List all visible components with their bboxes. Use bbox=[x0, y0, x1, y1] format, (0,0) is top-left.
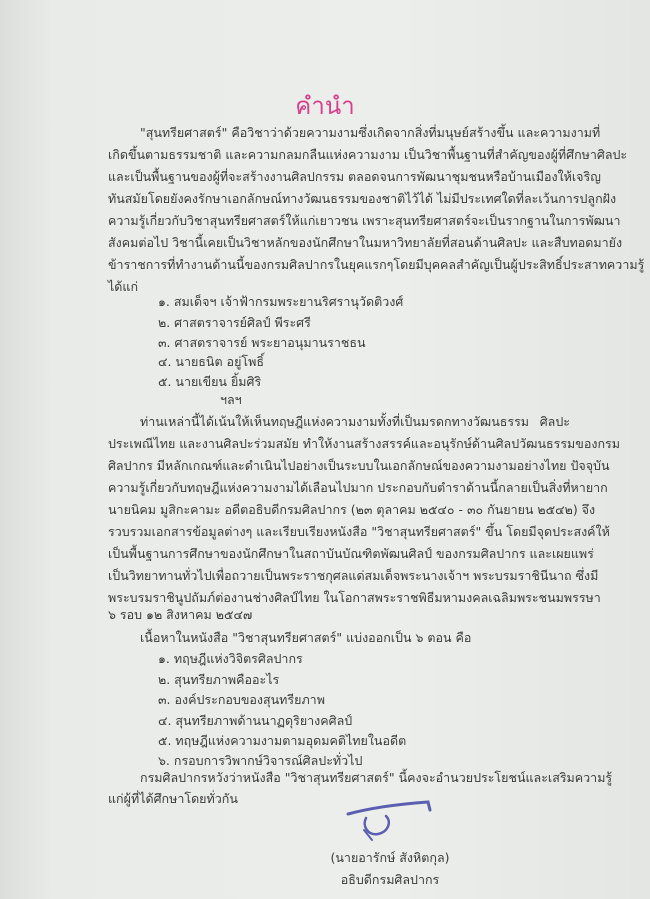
person-item: ๕. นายเขียน ยิ้มศิริ bbox=[158, 374, 262, 389]
chapter-item: ๒. สุนทรียภาพคืออะไร bbox=[158, 672, 280, 687]
paragraph1-line: ทันสมัยโดยยังคงรักษาเอกลักษณ์ทางวัฒนธรรมของชาติไว้ได้ ไม่มีประเทศใดที่ละเว้นการปลูกฝัง bbox=[108, 191, 617, 206]
paragraph2-line: ความรู้เกี่ยวกับทฤษฎีแห่งความงามได้เลือนไปมาก ประกอบกับตำราด้านนี้กลายเป็นสิ่งที่หายาก bbox=[108, 480, 608, 495]
paragraph1-line: ข้าราชการที่ทำงานด้านนี้ของกรมศิลปากรในยุคแรกๆโดยมีบุคคลสำคัญเป็นผู้ประสิทธิ์ประสาทความรู้ bbox=[108, 257, 645, 272]
chapter-item: ๕. ทฤษฎีแห่งความงามตามอุดมคติไทยในอดีต bbox=[158, 733, 407, 748]
closing-line: แก่ผู้ที่ได้ศึกษาโดยทั่วกัน bbox=[108, 791, 238, 806]
person-item: ๓. ศาสตราจารย์ พระยาอนุมานราชธน bbox=[158, 335, 366, 350]
paragraph2-line: ศิลปากร มีหลักเกณฑ์และดำเนินไปอย่างเป็นระบบในเอกลักษณ์ของความงามอย่างไทย ปัจจุบัน bbox=[108, 458, 610, 473]
paragraph2-line: ประเพณีไทย และงานศิลปะร่วมสมัย ทำให้งานสร้างสรรค์และอนุรักษ์ด้านศิลปวัฒนธรรมของกรม bbox=[108, 436, 620, 451]
signatory-name: (นายอารักษ์ สังหิตกุล) bbox=[330, 850, 450, 865]
person-item: ๑. สมเด็จฯ เจ้าฟ้ากรมพระยานริศรานุวัดติวงศ์ bbox=[158, 294, 404, 309]
contents-intro: เนื้อหาในหนังสือ "วิชาสุนทรียศาสตร์" แบ่งออกเป็น ๖ ตอน คือ bbox=[140, 630, 472, 645]
paragraph1-line: และเป็นพื้นฐานของผู้ที่จะสร้างงานศิลปกรรม ตลอดจนการพัฒนาชุมชนหรือบ้านเมืองให้เจริญ bbox=[108, 169, 601, 184]
signature bbox=[340, 796, 440, 846]
page-title: คำนำ bbox=[295, 92, 355, 120]
paragraph2-line: เป็นพื้นฐานการศึกษาของนักศึกษาในสถาบันบัณฑิตพัฒนศิลป์ ของกรมศิลปากร และเผยแพร่ bbox=[108, 546, 594, 561]
signatory-position: อธิบดีกรมศิลปากร bbox=[340, 872, 440, 887]
paragraph2-line: เป็นวิทยาทานทั่วไปเพื่อถวายเป็นพระราชกุศลแด่สมเด็จพระนางเจ้าฯ พระบรมราชินีนาถ ซึ่งมี bbox=[108, 568, 599, 583]
person-item: ๒. ศาสตราจารย์ศิลป์ พีระศรี bbox=[158, 315, 311, 330]
paragraph2-line: นายนิคม มูสิกะคามะ อดีตอธิบดีกรมศิลปากร (๒๓ ตุลาคม ๒๕๔๐ - ๓๐ กันยายน ๒๕๔๒) จึง bbox=[108, 502, 596, 517]
person-item: ๔. นายธนิต อยู่โพธิ์ bbox=[158, 354, 264, 369]
closing-line: กรมศิลปากรหวังว่าหนังสือ "วิชาสุนทรียศาสตร์" นี้คงจะอำนวยประโยชน์และเสริมความรู้ bbox=[140, 770, 613, 785]
etcetera-mark: ฯลฯ bbox=[220, 392, 242, 407]
chapter-item: ๖. กรอบการวิพากษ์วิจารณ์ศิลปะทั่วไป bbox=[158, 753, 363, 768]
paragraph1-line: "สุนทรียศาสตร์" คือวิชาว่าด้วยความงามซึ่งเกิดจากสิ่งที่มนุษย์สร้างขึ้น และความงามที่ bbox=[140, 125, 601, 140]
chapter-item: ๓. องค์ประกอบของสุนทรียภาพ bbox=[158, 692, 325, 707]
paragraph2-line: พระบรมราชินูปถัมภ์ต่องานช่างศิลป์ไทย ในโอกาสพระราชพิธีมหามงคลเฉลิมพระชนมพรรษา bbox=[108, 590, 601, 605]
paragraph2-line: ท่านเหล่านี้ได้เน้นให้เห็นทฤษฎีแห่งความงามทั้งที่เป็นมรดกทางวัฒนธรรม ศิลปะ bbox=[140, 414, 570, 429]
paragraph1-line: ความรู้เกี่ยวกับวิชาสุนทรียศาสตร์ให้แก่เยาวชน เพราะสุนทรียศาสตร์จะเป็นรากฐานในการพัฒนา bbox=[108, 213, 621, 228]
chapter-item: ๔. สุนทรียภาพด้านนาฏดุริยางคศิลป์ bbox=[158, 713, 353, 728]
paragraph1-line: เกิดขึ้นตามธรรมชาติ และความกลมกลืนแห่งความงาม เป็นวิชาพื้นฐานที่สำคัญของผู้ที่ศึกษาศิลปะ bbox=[108, 147, 628, 162]
paragraph1-line: สังคมต่อไป วิชานี้เคยเป็นวิชาหลักของนักศึกษาในมหาวิทยาลัยที่สอนด้านศิลปะ และสืบทอดมายัง bbox=[108, 235, 623, 250]
paragraph2-line: ๖ รอบ ๑๒ สิงหาคม ๒๕๔๗ bbox=[108, 607, 253, 622]
chapter-item: ๑. ทฤษฎีแห่งวิจิตรศิลปากร bbox=[158, 651, 303, 666]
paragraph2-line: รวบรวมเอกสารข้อมูลต่างๆ และเรียบเรียงหนังสือ "วิชาสุนทรียศาสตร์" ขึ้น โดยมีจุดประสงค์ให้ bbox=[108, 524, 610, 539]
paragraph1-line: ได้แก่ bbox=[108, 279, 139, 294]
